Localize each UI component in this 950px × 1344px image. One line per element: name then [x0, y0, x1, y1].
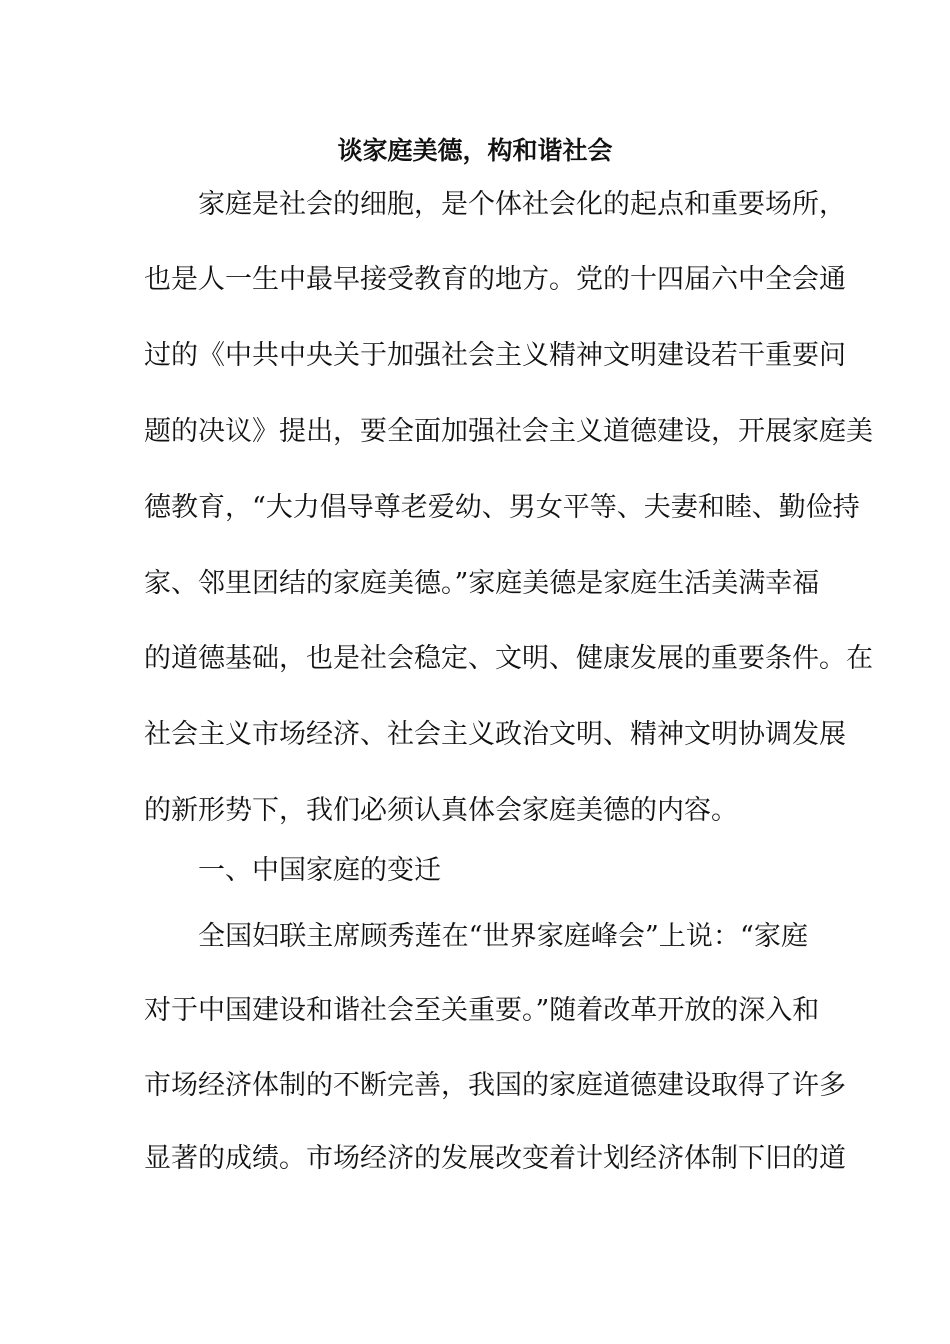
- paragraph-2-line-2: 对于中国建设和谐社会至关重要。”随着改革开放的深入和: [144, 995, 820, 1026]
- paragraph-1-line-2: 也是人一生中最早接受教育的地方。党的十四届六中全会通: [144, 264, 846, 295]
- paragraph-1-line-6: 家、邻里团结的家庭美德。”家庭美德是家庭生活美满幸福: [144, 568, 820, 599]
- document-title: 谈家庭美德，构和谐社会: [337, 136, 613, 165]
- paragraph-1-line-3: 过的《中共中央关于加强社会主义精神文明建设若干重要问: [144, 340, 846, 371]
- paragraph-1-line-7: 的道德基础，也是社会稳定、文明、健康发展的重要条件。在: [144, 643, 873, 674]
- paragraph-1-line-5: 德教育，“大力倡导尊老爱幼、男女平等、夫妻和睦、勤俭持: [144, 492, 860, 523]
- paragraph-1-line-4: 题的决议》提出，要全面加强社会主义道德建设，开展家庭美: [144, 416, 873, 447]
- section-heading: 一、中国家庭的变迁: [198, 855, 441, 886]
- paragraph-2-line-4: 显著的成绩。市场经济的发展改变着计划经济体制下旧的道: [144, 1143, 846, 1174]
- paragraph-2-line-3: 市场经济体制的不断完善，我国的家庭道德建设取得了许多: [144, 1070, 846, 1101]
- paragraph-2-line-1: 全国妇联主席顾秀莲在“世界家庭峰会”上说：“家庭: [198, 921, 808, 952]
- paragraph-1-line-8: 社会主义市场经济、社会主义政治文明、精神文明协调发展: [144, 719, 846, 750]
- paragraph-1-line-1: 家庭是社会的细胞，是个体社会化的起点和重要场所，: [198, 189, 846, 220]
- paragraph-1-line-9: 的新形势下，我们必须认真体会家庭美德的内容。: [144, 795, 738, 826]
